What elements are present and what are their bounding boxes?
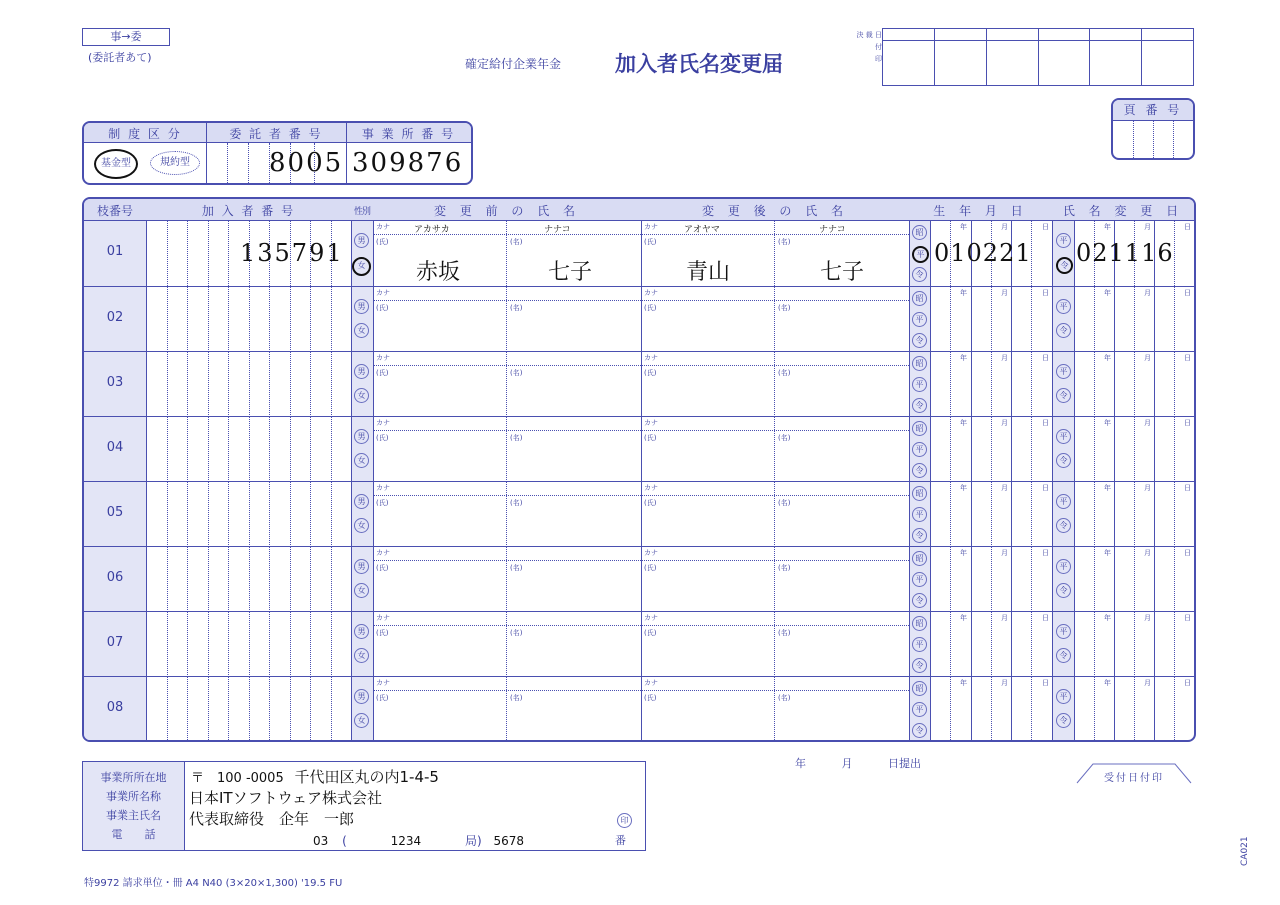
sex-male-option[interactable]: 男: [354, 624, 369, 639]
system-option-kiyaku[interactable]: 規約型: [150, 151, 200, 175]
receipt-stamp-area: 受付日付印: [1075, 762, 1193, 784]
office-label: 事 業 所 番 号: [361, 127, 456, 141]
change-era-heisei[interactable]: 平: [1056, 624, 1071, 639]
change-month-label: 月: [1144, 419, 1151, 427]
birth-era-showa[interactable]: 昭: [912, 291, 927, 306]
telephone[interactable]: 03 ( 1234 局) 5678: [313, 834, 525, 848]
birth-era-heisei[interactable]: 平: [912, 442, 927, 457]
change-month-label: 月: [1144, 484, 1151, 492]
birth-era-showa[interactable]: 昭: [912, 486, 927, 501]
birth-day-label: 日: [1042, 484, 1049, 492]
sex-female-option[interactable]: 女: [354, 453, 369, 468]
change-day-label: 日: [1184, 549, 1191, 557]
birth-era-reiwa[interactable]: 令: [912, 593, 927, 608]
change-date[interactable]: 021116: [1076, 239, 1174, 267]
after-mei-label: (名): [778, 694, 791, 702]
change-year-label: 年: [1104, 289, 1111, 297]
owner-name[interactable]: 代表取締役 企年 一郎: [189, 810, 355, 828]
change-day-label: 日: [1184, 484, 1191, 492]
sex-female-option[interactable]: 女: [354, 518, 369, 533]
change-era-heisei[interactable]: 平: [1056, 233, 1071, 248]
birth-year-label: 年: [960, 484, 967, 492]
change-year-label: 年: [1104, 419, 1111, 427]
approval-labels: 決 裁 日 付 印: [856, 31, 882, 63]
birth-month-label: 月: [1001, 419, 1008, 427]
seal-mark: 印: [617, 813, 632, 828]
after-mei-label: (名): [778, 369, 791, 377]
before-mei-label: (名): [510, 238, 523, 246]
after-mei-label: (名): [778, 564, 791, 572]
after-sei-label: (氏): [644, 369, 657, 377]
birth-day-label: 日: [1042, 614, 1049, 622]
birth-era-reiwa[interactable]: 令: [912, 267, 927, 282]
birth-day-label: 日: [1042, 679, 1049, 687]
page-number-label: 頁 番 号: [1113, 100, 1193, 121]
after-sei-label: (氏): [644, 629, 657, 637]
after-sei-label: (氏): [644, 304, 657, 312]
table-row: [84, 416, 1194, 482]
change-era-heisei[interactable]: 平: [1056, 364, 1071, 379]
office-number[interactable]: 309876: [352, 148, 464, 178]
change-year-label: 年: [1104, 614, 1111, 622]
change-era-reiwa[interactable]: 令: [1056, 713, 1071, 728]
change-year-label: 年: [1104, 223, 1111, 231]
birth-era-heisei[interactable]: 平: [912, 507, 927, 522]
sex-male-option[interactable]: 男: [354, 233, 369, 248]
birth-era-heisei[interactable]: 平: [912, 246, 929, 263]
sex-female-option[interactable]: 女: [354, 388, 369, 403]
after-mei[interactable]: 七子: [820, 260, 865, 285]
before-sei-label: (氏): [376, 304, 389, 312]
birth-era-reiwa[interactable]: 令: [912, 528, 927, 543]
after-sei[interactable]: 青山: [686, 260, 731, 285]
birth-era-heisei[interactable]: 平: [912, 312, 927, 327]
route-sub: (委託者あて): [88, 51, 152, 64]
birth-era-showa[interactable]: 昭: [912, 616, 927, 631]
before-mei-label: (名): [510, 304, 523, 312]
birth-year-label: 年: [960, 679, 967, 687]
before-kana-sei[interactable]: アカサカ: [414, 225, 450, 235]
birth-month-label: 月: [1001, 679, 1008, 687]
col-sex: 性別: [353, 207, 370, 217]
before-sei-label: (氏): [376, 564, 389, 572]
before-sei-label: (氏): [376, 434, 389, 442]
sex-female-option[interactable]: 女: [354, 648, 369, 663]
after-mei-label: (名): [778, 238, 791, 246]
birth-era-heisei[interactable]: 平: [912, 702, 927, 717]
sex-female-option[interactable]: 女: [354, 323, 369, 338]
change-era-reiwa[interactable]: 令: [1056, 648, 1071, 663]
birth-era-showa[interactable]: 昭: [912, 225, 927, 240]
birth-era-reiwa[interactable]: 令: [912, 398, 927, 413]
system-option-kikin[interactable]: 基金型: [94, 149, 138, 179]
birth-era-showa[interactable]: 昭: [912, 421, 927, 436]
birth-era-reiwa[interactable]: 令: [912, 658, 927, 673]
table-row: [84, 611, 1194, 677]
route-box: 事→委: [82, 28, 170, 46]
change-day-label: 日: [1184, 614, 1191, 622]
member-table: [82, 197, 1196, 742]
change-year-label: 年: [1104, 679, 1111, 687]
birth-month-label: 月: [1001, 614, 1008, 622]
tel-label: 電 話: [111, 828, 156, 841]
col-before: 変 更 前 の 氏 名: [433, 204, 581, 218]
birth-year-label: 年: [960, 419, 967, 427]
change-day-label: 日: [1184, 289, 1191, 297]
before-mei-label: (名): [510, 499, 523, 507]
change-era-heisei[interactable]: 平: [1056, 494, 1071, 509]
birth-day-label: 日: [1042, 223, 1049, 231]
id-block: [82, 121, 473, 185]
table-row: [84, 481, 1194, 547]
change-month-label: 月: [1144, 614, 1151, 622]
after-kana-label: カナ: [644, 289, 658, 297]
company-label: 事業所名称: [106, 790, 161, 803]
after-sei-label: (氏): [644, 238, 657, 246]
trustee-label: 委 託 者 番 号: [229, 127, 323, 141]
row-branch-number: 08: [106, 700, 124, 715]
birth-month-label: 月: [1001, 223, 1008, 231]
birth-month-label: 月: [1001, 484, 1008, 492]
after-kana-label: カナ: [644, 614, 658, 622]
change-era-reiwa[interactable]: 令: [1056, 323, 1071, 338]
before-sei-label: (氏): [376, 499, 389, 507]
sex-male-option[interactable]: 男: [354, 494, 369, 509]
before-mei-label: (名): [510, 629, 523, 637]
row-branch-number: 05: [106, 505, 124, 520]
change-era-reiwa[interactable]: 令: [1056, 518, 1071, 533]
after-sei-label: (氏): [644, 499, 657, 507]
birth-day-label: 日: [1042, 289, 1049, 297]
change-era-reiwa[interactable]: 令: [1056, 583, 1071, 598]
after-mei-label: (名): [778, 499, 791, 507]
table-row: [84, 546, 1194, 612]
change-day-label: 日: [1184, 679, 1191, 687]
row-branch-number: 04: [106, 440, 124, 455]
birth-year-label: 年: [960, 549, 967, 557]
employer-block: [82, 761, 646, 851]
sex-male-option[interactable]: 男: [354, 559, 369, 574]
birth-year-label: 年: [960, 614, 967, 622]
birth-day-label: 日: [1042, 419, 1049, 427]
trustee-number[interactable]: 8005: [269, 148, 344, 178]
birth-year-label: 年: [960, 223, 967, 231]
change-day-label: 日: [1184, 354, 1191, 362]
birth-era-heisei[interactable]: 平: [912, 637, 927, 652]
birth-era-reiwa[interactable]: 令: [912, 333, 927, 348]
after-sei-label: (氏): [644, 434, 657, 442]
col-after: 変 更 後 の 氏 名: [701, 204, 849, 218]
row-branch-number: 03: [106, 375, 124, 390]
plan-name: 確定給付企業年金: [465, 57, 562, 71]
row-branch-number: 01: [106, 244, 124, 259]
change-era-reiwa[interactable]: 令: [1056, 257, 1073, 274]
change-era-heisei[interactable]: 平: [1056, 429, 1071, 444]
birth-era-showa[interactable]: 昭: [912, 681, 927, 696]
sex-male-option[interactable]: 男: [354, 429, 369, 444]
before-sei-label: (氏): [376, 238, 389, 246]
table-row: [84, 351, 1194, 417]
before-sei-label: (氏): [376, 369, 389, 377]
address-label: 事業所所在地: [100, 771, 167, 784]
before-mei-label: (名): [510, 369, 523, 377]
before-sei-label: (氏): [376, 694, 389, 702]
page-number-box[interactable]: [1111, 98, 1195, 160]
change-era-heisei[interactable]: 平: [1056, 689, 1071, 704]
before-kana-label: カナ: [376, 549, 390, 557]
owner-label: 事業主氏名: [106, 809, 161, 822]
row-branch-number: 06: [106, 570, 124, 585]
after-mei-label: (名): [778, 304, 791, 312]
before-kana-label: カナ: [376, 419, 390, 427]
after-kana-label: カナ: [644, 354, 658, 362]
before-mei-label: (名): [510, 694, 523, 702]
side-code: CA021: [1240, 836, 1250, 866]
change-month-label: 月: [1144, 354, 1151, 362]
tel-ban: 番: [615, 834, 626, 847]
table-row: [84, 221, 1194, 286]
birth-era-heisei[interactable]: 平: [912, 377, 927, 392]
birth-month-label: 月: [1001, 354, 1008, 362]
before-kana-label: カナ: [376, 614, 390, 622]
address-line[interactable]: 〒 100 -0005 千代田区丸の内1-4-5: [191, 768, 439, 786]
table-row: [84, 286, 1194, 352]
birth-era-reiwa[interactable]: 令: [912, 463, 927, 478]
before-kana-mei[interactable]: ナナコ: [544, 225, 571, 235]
after-kana-label: カナ: [644, 223, 658, 231]
change-era-reiwa[interactable]: 令: [1056, 453, 1071, 468]
before-mei[interactable]: 七子: [548, 260, 593, 285]
sex-female-option[interactable]: 女: [354, 713, 369, 728]
row-branch-number: 02: [106, 310, 124, 325]
change-month-label: 月: [1144, 549, 1151, 557]
col-member-no: 加 入 者 番 号: [201, 204, 296, 218]
before-sei[interactable]: 赤坂: [416, 260, 461, 285]
company-name[interactable]: 日本ITソフトウェア株式会社: [189, 789, 382, 807]
before-mei-label: (名): [510, 434, 523, 442]
change-day-label: 日: [1184, 223, 1191, 231]
print-info: 特9972 請求単位・冊 A4 N40 (3×20×1,300) '19.5 FU: [84, 878, 343, 889]
birth-year-label: 年: [960, 289, 967, 297]
birth-date[interactable]: 010221: [934, 239, 1032, 267]
birth-year-label: 年: [960, 354, 967, 362]
change-year-label: 年: [1104, 354, 1111, 362]
birth-day-label: 日: [1042, 549, 1049, 557]
after-kana-label: カナ: [644, 484, 658, 492]
sex-female-option[interactable]: 女: [352, 257, 371, 276]
col-branch: 枝番号: [96, 204, 133, 218]
birth-era-showa[interactable]: 昭: [912, 551, 927, 566]
birth-era-showa[interactable]: 昭: [912, 356, 927, 371]
before-kana-label: カナ: [376, 354, 390, 362]
birth-day-label: 日: [1042, 354, 1049, 362]
before-mei-label: (名): [510, 564, 523, 572]
change-era-heisei[interactable]: 平: [1056, 559, 1071, 574]
after-sei-label: (氏): [644, 694, 657, 702]
col-birth: 生 年 月 日: [933, 204, 1028, 218]
sex-male-option[interactable]: 男: [354, 364, 369, 379]
after-mei-label: (名): [778, 434, 791, 442]
system-label: 制 度 区 分: [108, 127, 182, 141]
birth-month-label: 月: [1001, 549, 1008, 557]
before-kana-label: カナ: [376, 289, 390, 297]
row-branch-number: 07: [106, 635, 124, 650]
birth-month-label: 月: [1001, 289, 1008, 297]
change-year-label: 年: [1104, 549, 1111, 557]
change-month-label: 月: [1144, 679, 1151, 687]
before-kana-label: カナ: [376, 223, 390, 231]
approval-grid: [882, 28, 1194, 86]
member-number[interactable]: 135791: [240, 239, 344, 267]
before-sei-label: (氏): [376, 629, 389, 637]
after-kana-sei[interactable]: アオヤマ: [684, 225, 720, 235]
table-row: [84, 676, 1194, 742]
change-month-label: 月: [1144, 289, 1151, 297]
change-year-label: 年: [1104, 484, 1111, 492]
after-kana-label: カナ: [644, 679, 658, 687]
sex-female-option[interactable]: 女: [354, 583, 369, 598]
submit-date[interactable]: 年 月 日提出: [795, 757, 921, 770]
change-era-heisei[interactable]: 平: [1056, 299, 1071, 314]
change-day-label: 日: [1184, 419, 1191, 427]
birth-era-reiwa[interactable]: 令: [912, 723, 927, 738]
change-month-label: 月: [1144, 223, 1151, 231]
after-sei-label: (氏): [644, 564, 657, 572]
col-change: 氏 名 変 更 日: [1062, 204, 1184, 218]
birth-era-heisei[interactable]: 平: [912, 572, 927, 587]
before-kana-label: カナ: [376, 679, 390, 687]
after-kana-label: カナ: [644, 549, 658, 557]
after-kana-label: カナ: [644, 419, 658, 427]
sex-male-option[interactable]: 男: [354, 689, 369, 704]
form-title: 加入者氏名変更届: [615, 52, 783, 76]
before-kana-label: カナ: [376, 484, 390, 492]
sex-male-option[interactable]: 男: [354, 299, 369, 314]
change-era-reiwa[interactable]: 令: [1056, 388, 1071, 403]
after-kana-mei[interactable]: ナナコ: [819, 225, 846, 235]
after-mei-label: (名): [778, 629, 791, 637]
